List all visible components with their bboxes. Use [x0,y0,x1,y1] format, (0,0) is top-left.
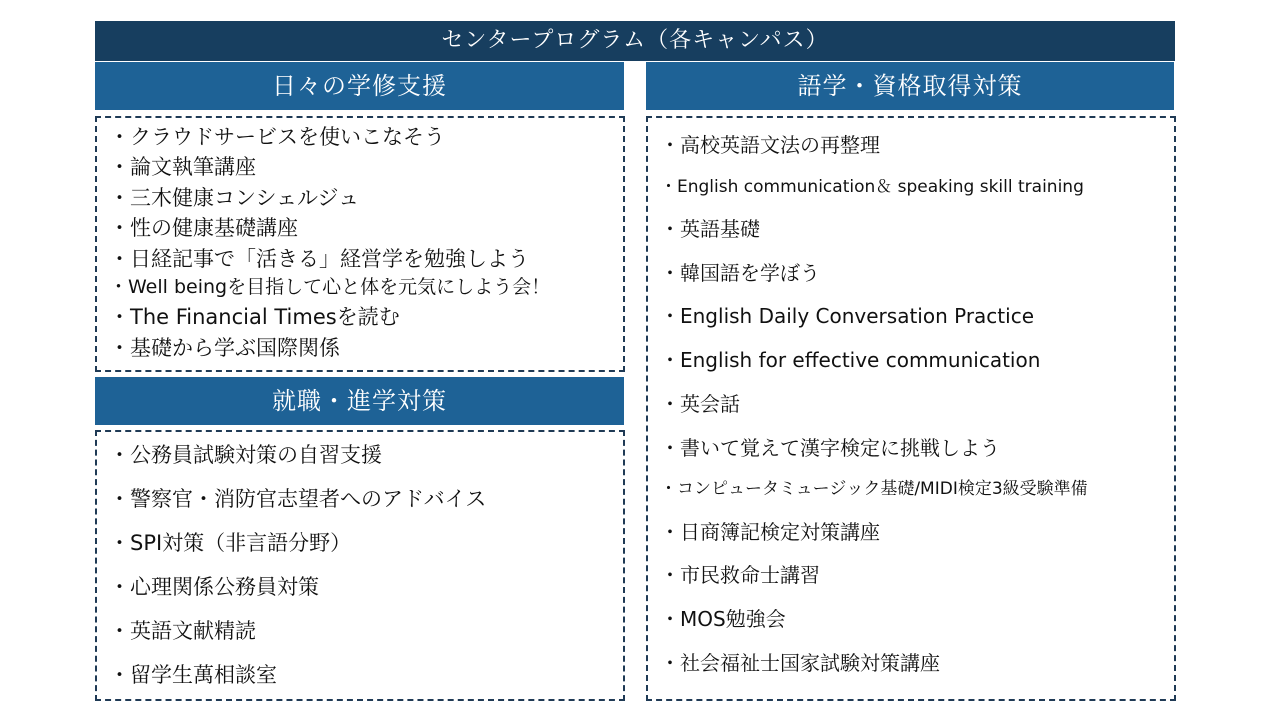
list-item: ・留学生萬相談室 [109,662,277,687]
list-item: ・三木健康コンシェルジュ [109,185,360,210]
list-item: ・市民救命士講習 [660,563,820,588]
list-item: ・MOS勉強会 [660,607,786,632]
list-item: ・書いて覚えて漢字検定に挑戦しよう [660,435,1000,460]
list-item: ・基礎から学ぶ国際関係 [109,335,340,360]
list-item: ・英語文献精読 [109,618,256,643]
list-item: ・性の健康基礎講座 [109,216,298,241]
list-item: ・English for effective communication [660,348,1041,373]
program-list-daily-study-support [95,116,625,372]
section-header-language-certification: 語学・資格取得対策 [646,62,1174,110]
item-list [109,125,617,360]
list-item: ・日経記事で「活きる」経営学を勉強しよう [109,246,529,271]
list-item: ・高校英語文法の再整理 [660,133,880,157]
list-item: ・社会福祉士国家試験対策講座 [660,650,940,675]
list-item: ・警察官・消防官志望者へのアドバイス [109,486,487,511]
list-item: ・Well beingを目指して心と体を元気にしよう会！ [109,276,551,299]
list-item: ・英会話 [660,391,740,416]
list-item: ・日商簿記検定対策講座 [660,519,880,544]
list-item: ・公務員試験対策の自習支援 [109,443,382,467]
list-item: ・The Financial Timesを読む [109,305,400,330]
list-item: ・English communication＆ speaking skill training [660,176,1084,197]
item-list [109,443,617,687]
list-item: ・コンピュータミュージック基礎/MIDI検定3級受験準備 [660,479,1088,500]
section-header-career-preparation: 就職・進学対策 [95,377,624,425]
program-list-language-certification [646,116,1176,701]
list-item: ・論文執筆講座 [109,155,256,180]
list-item: ・英語基礎 [660,217,760,242]
list-item: ・クラウドサービスを使いこなそう [109,125,445,149]
page-title-banner: センタープログラム（各キャンパス） [95,21,1175,61]
list-item: ・English Daily Conversation Practice [660,304,1035,329]
list-item: ・心理関係公務員対策 [109,574,319,599]
list-item: ・SPI対策（非言語分野） [109,530,352,555]
item-list [660,134,1168,675]
list-item: ・韓国語を学ぼう [660,260,820,285]
program-list-career-preparation [95,430,625,701]
section-header-daily-study-support: 日々の学修支援 [95,62,624,110]
